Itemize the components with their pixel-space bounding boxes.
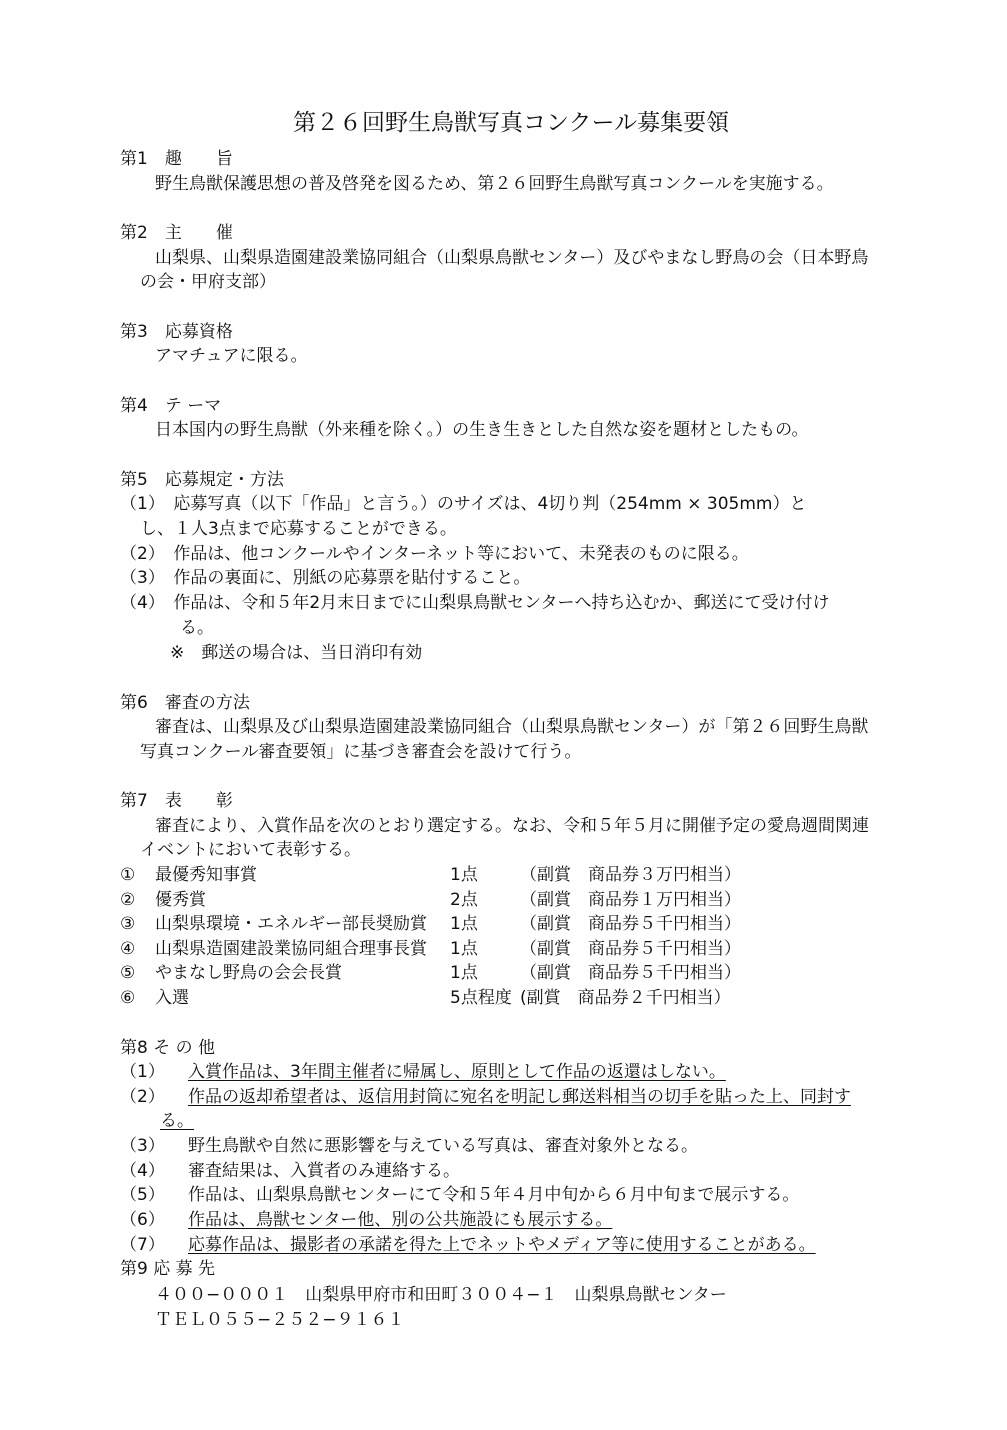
- section-8-item-number: （2）: [120, 1087, 165, 1107]
- award-count: 1点: [450, 865, 478, 885]
- section-3-heading: 第3 応募資格: [120, 322, 233, 342]
- award-prize: （副賞 商品券５千円相当）: [520, 914, 741, 934]
- section-8-item-number: （4）: [120, 1161, 165, 1181]
- section-8-item-number: （5）: [120, 1185, 165, 1205]
- award-name: 入選: [155, 988, 189, 1008]
- award-number: ⑥: [120, 988, 136, 1008]
- section-1-heading: 第1 趣 旨: [120, 149, 233, 169]
- award-name: 最優秀知事賞: [155, 865, 257, 885]
- award-prize: （副賞 商品券５千円相当）: [520, 963, 741, 983]
- award-prize: （副賞 商品券３万円相当）: [520, 865, 741, 885]
- section-8-item-number: （3）: [120, 1136, 165, 1156]
- document-title: 第２６回野生鳥獣写真コンクール募集要領: [293, 110, 730, 136]
- section-9-address: ４００−０００１ 山梨県甲府市和田町３００４−１ 山梨県鳥獣センター: [155, 1285, 727, 1305]
- section-5-item-2: （2） 作品は、他コンクールやインターネット等において、未発表のものに限る。: [120, 544, 749, 564]
- section-2-body-line-1: 山梨県、山梨県造園建設業協同組合（山梨県鳥獣センター）及びやまなし野鳥の会（日本野鳥: [155, 248, 869, 268]
- section-7-body-line-1: 審査により、入賞作品を次のとおり選定する。なお、令和５年５月に開催予定の愛鳥週間関連: [155, 816, 869, 836]
- award-prize: （副賞 商品券１万円相当）: [520, 890, 741, 910]
- section-4-body: 日本国内の野生鳥獣（外来種を除く。）の生き生きとした自然な姿を題材としたもの。: [155, 420, 809, 440]
- section-4-heading: 第4 テ ーマ: [120, 396, 222, 416]
- award-count: 2点: [450, 890, 478, 910]
- section-5-heading: 第5 応募規定・方法: [120, 470, 284, 490]
- award-prize: （副賞 商品券５千円相当）: [520, 939, 741, 959]
- section-5-item-4-line-1: （4） 作品は、令和５年2月末日までに山梨県鳥獣センターへ持ち込むか、郵送にて受け付け: [120, 593, 830, 613]
- section-8-item-number: （7）: [120, 1235, 165, 1255]
- section-8-item-text: 入賞作品は、3年間主催者に帰属し、原則として作品の返還はしない。: [188, 1062, 726, 1082]
- award-number: ②: [120, 890, 136, 910]
- section-5-note: ※ 郵送の場合は、当日消印有効: [170, 643, 423, 663]
- award-name: 優秀賞: [155, 890, 206, 910]
- section-8-item-text: 応募作品は、撮影者の承諾を得た上でネットやメディア等に使用することがある。: [188, 1235, 816, 1255]
- section-9-heading: 第9 応 募 先: [120, 1259, 216, 1279]
- section-8-item-text: 審査結果は、入賞者のみ連絡する。: [188, 1161, 460, 1181]
- award-count: 1点: [450, 914, 478, 934]
- award-number: ④: [120, 939, 136, 959]
- award-number: ③: [120, 914, 136, 934]
- award-count: 5点程度: [450, 988, 512, 1008]
- section-6-body-line-1: 審査は、山梨県及び山梨県造園建設業協同組合（山梨県鳥獣センター）が「第２６回野生鳥獣: [155, 717, 869, 737]
- section-7-heading: 第7 表 彰: [120, 791, 233, 811]
- award-number: ①: [120, 865, 136, 885]
- section-9-tel: ＴＥＬ０５５−２５２−９１６１: [155, 1310, 405, 1330]
- section-5-item-4-line-2: る。: [180, 618, 214, 638]
- award-count: 1点: [450, 939, 478, 959]
- section-8-item-text: 野生鳥獣や自然に悪影響を与えている写真は、審査対象外となる。: [188, 1136, 698, 1156]
- section-8-item-text: 作品は、鳥獣センター他、別の公共施設にも展示する。: [188, 1210, 613, 1230]
- award-prize: (副賞 商品券２千円相当）: [520, 988, 731, 1008]
- award-name: 山梨県造園建設業協同組合理事長賞: [155, 939, 427, 959]
- section-6-body-line-2: 写真コンクール審査要領」に基づき審査会を設けて行う。: [140, 742, 582, 762]
- award-name: やまなし野鳥の会会長賞: [155, 963, 342, 983]
- section-5-item-1-line-1: （1） 応募写真（以下「作品」と言う。）のサイズは、4切り判（254mm × 305mm）と: [120, 494, 807, 514]
- section-3-body: アマチュアに限る。: [155, 346, 308, 366]
- section-8-heading: 第8 そ の 他: [120, 1038, 216, 1058]
- award-number: ⑤: [120, 963, 136, 983]
- section-8-item-number: （6）: [120, 1210, 165, 1230]
- section-2-body-line-2: の会・甲府支部）: [140, 272, 276, 292]
- section-5-item-3: （3） 作品の裏面に、別紙の応募票を貼付すること。: [120, 568, 531, 588]
- section-2-heading: 第2 主 催: [120, 223, 233, 243]
- section-1-body: 野生鳥獣保護思想の普及啓発を図るため、第２６回野生鳥獣写真コンクールを実施する。: [155, 174, 834, 194]
- section-8-item-text: 作品の返却希望者は、返信用封筒に宛名を明記し郵送料相当の切手を貼った上、同封す: [188, 1087, 851, 1107]
- award-count: 1点: [450, 963, 478, 983]
- section-6-heading: 第6 審査の方法: [120, 693, 250, 713]
- section-7-body-line-2: イベントにおいて表彰する。: [140, 840, 361, 860]
- section-8-item-text: 作品は、山梨県鳥獣センターにて令和５年４月中旬から６月中旬まで展示する。: [188, 1185, 800, 1205]
- section-8-item-number: （1）: [120, 1062, 165, 1082]
- section-8-item-text-continued: る。: [160, 1111, 194, 1131]
- award-name: 山梨県環境・エネルギー部長奨励賞: [155, 914, 427, 934]
- section-5-item-1-line-2: し、１人3点まで応募することができる。: [140, 519, 457, 539]
